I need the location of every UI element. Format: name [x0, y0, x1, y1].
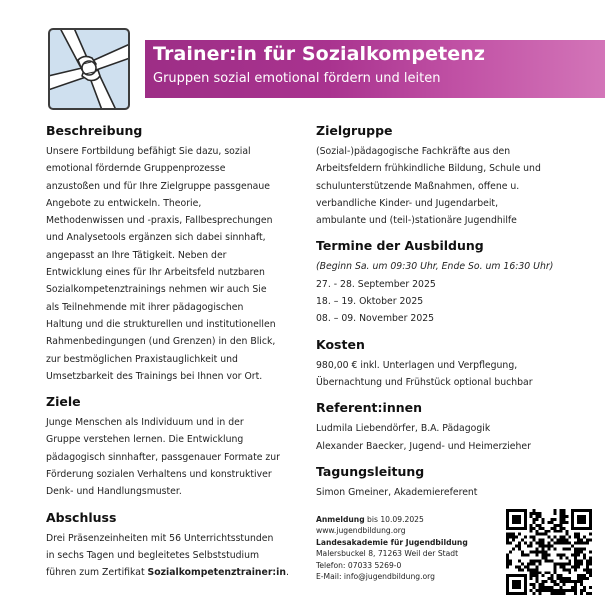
section-heading: Zielgruppe — [316, 123, 393, 138]
text-line: Alexander Baecker, Jugend- und Heimerzieher — [316, 440, 531, 452]
address: Malersbuckel 8, 71263 Weil der Stadt — [316, 549, 459, 559]
text-line: Sozialkompetenztrainings nehmen wir auch Sie — [46, 284, 267, 296]
section-heading: Ziele — [46, 394, 81, 410]
text-line: Ludmila Liebendörfer, B.A. Pädagogik — [316, 423, 491, 435]
text-line: 980,00 € inkl. Unterlagen und Verpflegung, — [316, 359, 518, 371]
section-abschluss — [46, 509, 298, 582]
anmeldung-label: Anmeldung — [316, 515, 365, 524]
section-termine — [316, 237, 591, 327]
joined-hands-icon — [48, 28, 130, 110]
section-text — [316, 484, 591, 501]
text-line: Methodenwissen und -praxis, Fallbesprechungen — [46, 215, 273, 227]
text-line: (Sozial-)pädagogische Fachkräfte aus den — [316, 146, 511, 157]
section-text — [316, 258, 591, 327]
section-text — [46, 143, 298, 385]
section-beschreibung — [46, 122, 298, 385]
section-tagungsleitung — [316, 463, 591, 501]
section-heading: Beschreibung — [46, 123, 143, 138]
org-name-text: Landesakademie für Jugendbildung — [316, 537, 468, 547]
text-line: Junge Menschen als Individuum und in der — [46, 417, 244, 429]
section-text — [316, 420, 591, 455]
org-name — [316, 537, 496, 548]
text-line: zur bestmöglichen Praxistauglichkeit und — [46, 353, 238, 365]
section-heading: Referent:innen — [316, 400, 422, 416]
section-zielgruppe — [316, 122, 591, 229]
text-line: Rahmenbedingungen (und Grenzen) in den Blick, — [46, 336, 276, 348]
section-text — [316, 143, 591, 229]
text-line: Gruppe verstehen lernen. Die Entwicklung — [46, 434, 244, 446]
text-line: Haltung und die strukturellen und institutionellen — [46, 318, 276, 330]
email-link[interactable]: E-Mail: info@jugendbildung.org — [316, 572, 435, 582]
section-text — [46, 530, 298, 582]
text-line: . — [285, 567, 289, 579]
text-line: Übernachtung und Frühstück optional buchbar — [316, 376, 533, 388]
text-line: Simon Gmeiner, Akademiereferent — [316, 486, 478, 498]
text-line: schulunterstützende Maßnahmen, offene u. — [316, 180, 520, 192]
termine-note: (Beginn Sa. um 09:30 Uhr, Ende So. um 16:30 Uhr) — [316, 261, 554, 273]
section-heading: Tagungsleitung — [316, 463, 425, 479]
certificate-name: Sozialkompetenztrainer:in — [147, 567, 286, 579]
text-line: Umsetzbarkeit des Trainings bei Ihnen vor Ort. — [46, 370, 263, 382]
left-column — [46, 122, 298, 582]
section-kosten — [316, 336, 591, 392]
text-line: Drei Präsenzeinheiten mit 56 Unterrichtsstunden — [46, 532, 274, 544]
section-heading: Termine der Ausbildung — [316, 238, 484, 254]
phone: Telefon: 07033 5269-0 — [316, 560, 402, 570]
right-column — [316, 122, 591, 501]
text-line: führen zum Zertifikat — [46, 567, 148, 579]
text-line: ambulante und (teil-)stationäre Jugendhilfe — [316, 215, 517, 227]
anmeldung-date: bis 10.09.2025 — [364, 515, 424, 524]
section-heading: Kosten — [316, 336, 365, 352]
date-line: 08. – 09. November 2025 — [316, 313, 435, 325]
text-line: pädagogisch sinnhafter, passgenauer Formate zur — [46, 451, 280, 463]
text-line: Förderung sozialen Verhaltens und konstruktiver — [46, 469, 272, 481]
anmeldung-line — [316, 514, 496, 525]
text-line: angepasst an Ihre Tätigkeit. Neben der — [46, 249, 227, 261]
text-line: Unsere Fortbildung befähigt Sie dazu, sozial — [46, 146, 251, 157]
section-text — [316, 357, 591, 392]
section-text — [46, 414, 298, 500]
qr-code[interactable] — [506, 509, 592, 595]
section-ziele — [46, 393, 298, 500]
text-line: anzustoßen und für Ihre Zielgruppe passgenaue — [46, 180, 270, 192]
text-line: als Teilnehmende mit ihrer pädagogischen — [46, 301, 244, 313]
text-line: Arbeitsfeldern frühkindliche Bildung, Schule und — [316, 163, 541, 175]
section-heading: Abschluss — [46, 509, 117, 525]
text-line: verbandliche Kinder- und Jugendarbeit, — [316, 197, 499, 209]
date-line: 18. – 19. Oktober 2025 — [316, 296, 424, 308]
text-line: Entwicklung eines für Ihr Arbeitsfeld nutzbaren — [46, 267, 265, 279]
text-line: emotional fördernde Gruppenprozesse — [46, 163, 226, 175]
page-subtitle: Gruppen sozial emotional fördern und leiten — [153, 71, 441, 86]
website-link[interactable]: www.jugendbildung.org — [316, 526, 406, 536]
contact-footer — [316, 514, 496, 582]
page-title: Trainer:in für Sozialkompetenz — [153, 43, 486, 65]
text-line: Denk- und Handlungsmuster. — [46, 486, 182, 498]
text-line: Angebote zu entwickeln. Theorie, — [46, 197, 202, 209]
text-line: in sechs Tagen und begleitetes Selbststudium — [46, 549, 260, 561]
text-line: und Analysetools ergänzen sich dabei sinnhaft, — [46, 232, 266, 244]
section-referent — [316, 399, 591, 455]
date-line: 27. - 28. September 2025 — [316, 278, 436, 290]
